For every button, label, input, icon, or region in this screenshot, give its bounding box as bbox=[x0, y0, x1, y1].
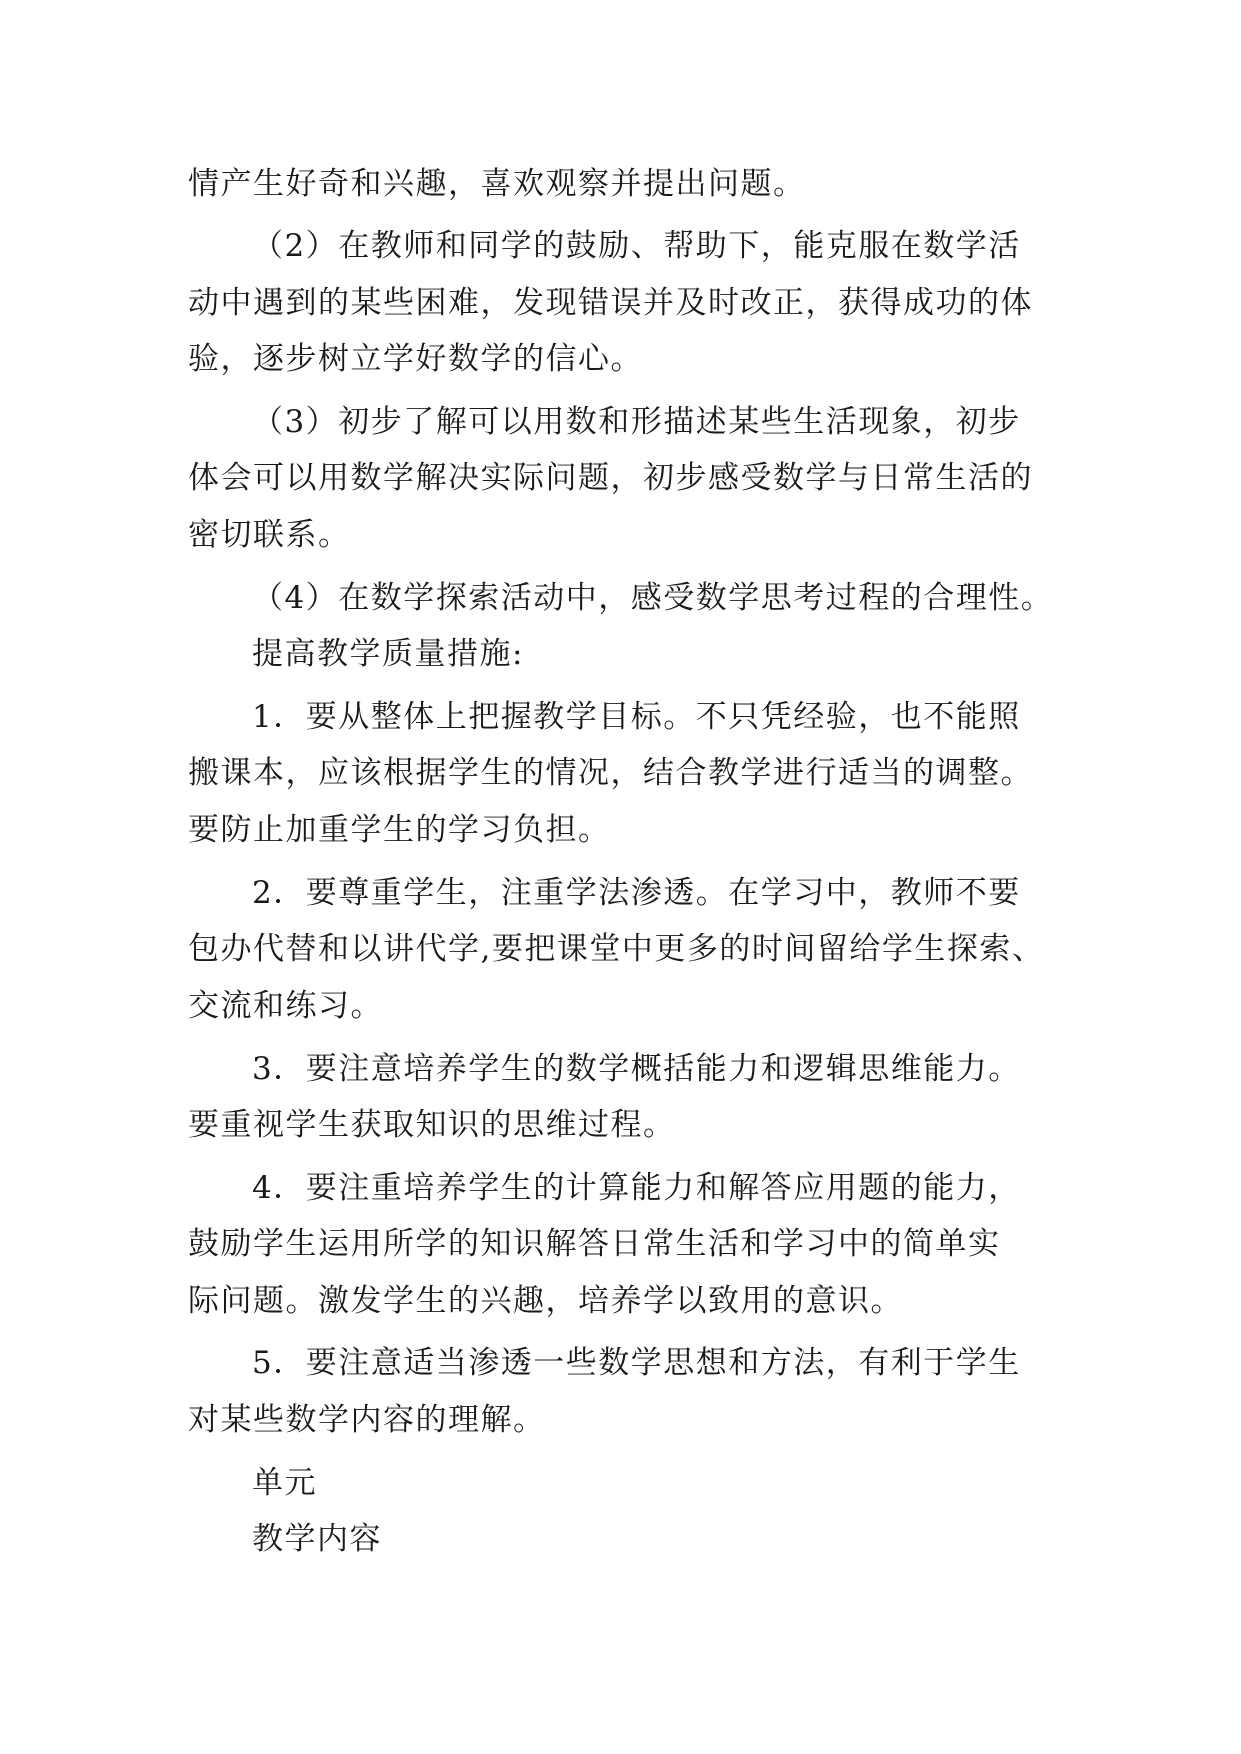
text-line: 搬课本，应该根据学生的情况，结合教学进行适当的调整。 bbox=[188, 755, 1033, 791]
text-line: 际问题。激发学生的兴趣，培养学以致用的意识。 bbox=[188, 1283, 903, 1319]
text-line: 2．要尊重学生，注重学法渗透。在学习中，教师不要 bbox=[252, 875, 1021, 911]
text-line: 验，逐步树立学好数学的信心。 bbox=[188, 341, 643, 377]
text-line: 包办代替和以讲代学,要把课堂中更多的时间留给学生探索、 bbox=[188, 931, 1045, 967]
text-line: 对某些数学内容的理解。 bbox=[188, 1402, 546, 1438]
text-line: 要重视学生获取知识的思维过程。 bbox=[188, 1107, 676, 1143]
text-line: （2）在教师和同学的鼓励、帮助下，能克服在数学活 bbox=[252, 228, 1021, 264]
text-line: 3．要注意培养学生的数学概括能力和逻辑思维能力。 bbox=[252, 1051, 1021, 1087]
text-line: 4．要注重培养学生的计算能力和解答应用题的能力， bbox=[252, 1170, 1021, 1206]
text-line: 情产生好奇和兴趣，喜欢观察并提出问题。 bbox=[188, 166, 806, 202]
text-line: 交流和练习。 bbox=[188, 988, 383, 1024]
text-line: 要防止加重学生的学习负担。 bbox=[188, 812, 611, 848]
text-line: （4）在数学探索活动中，感受数学思考过程的合理性。 bbox=[252, 580, 1054, 616]
text-line: 鼓励学生运用所学的知识解答日常生活和学习中的简单实 bbox=[188, 1226, 1001, 1262]
text-line: 5．要注意适当渗透一些数学思想和方法，有利于学生 bbox=[252, 1345, 1021, 1381]
section-heading: 提高教学质量措施: bbox=[252, 636, 524, 672]
text-line: 动中遇到的某些困难，发现错误并及时改正，获得成功的体 bbox=[188, 285, 1033, 321]
text-line: 体会可以用数学解决实际问题，初步感受数学与日常生活的 bbox=[188, 460, 1033, 496]
text-line: 1．要从整体上把握教学目标。不只凭经验，也不能照 bbox=[252, 699, 1021, 735]
table-label: 单元 bbox=[252, 1465, 317, 1501]
text-line: （3）初步了解可以用数和形描述某些生活现象，初步 bbox=[252, 404, 1021, 440]
text-line: 密切联系。 bbox=[188, 517, 351, 553]
table-label: 教学内容 bbox=[252, 1521, 382, 1557]
